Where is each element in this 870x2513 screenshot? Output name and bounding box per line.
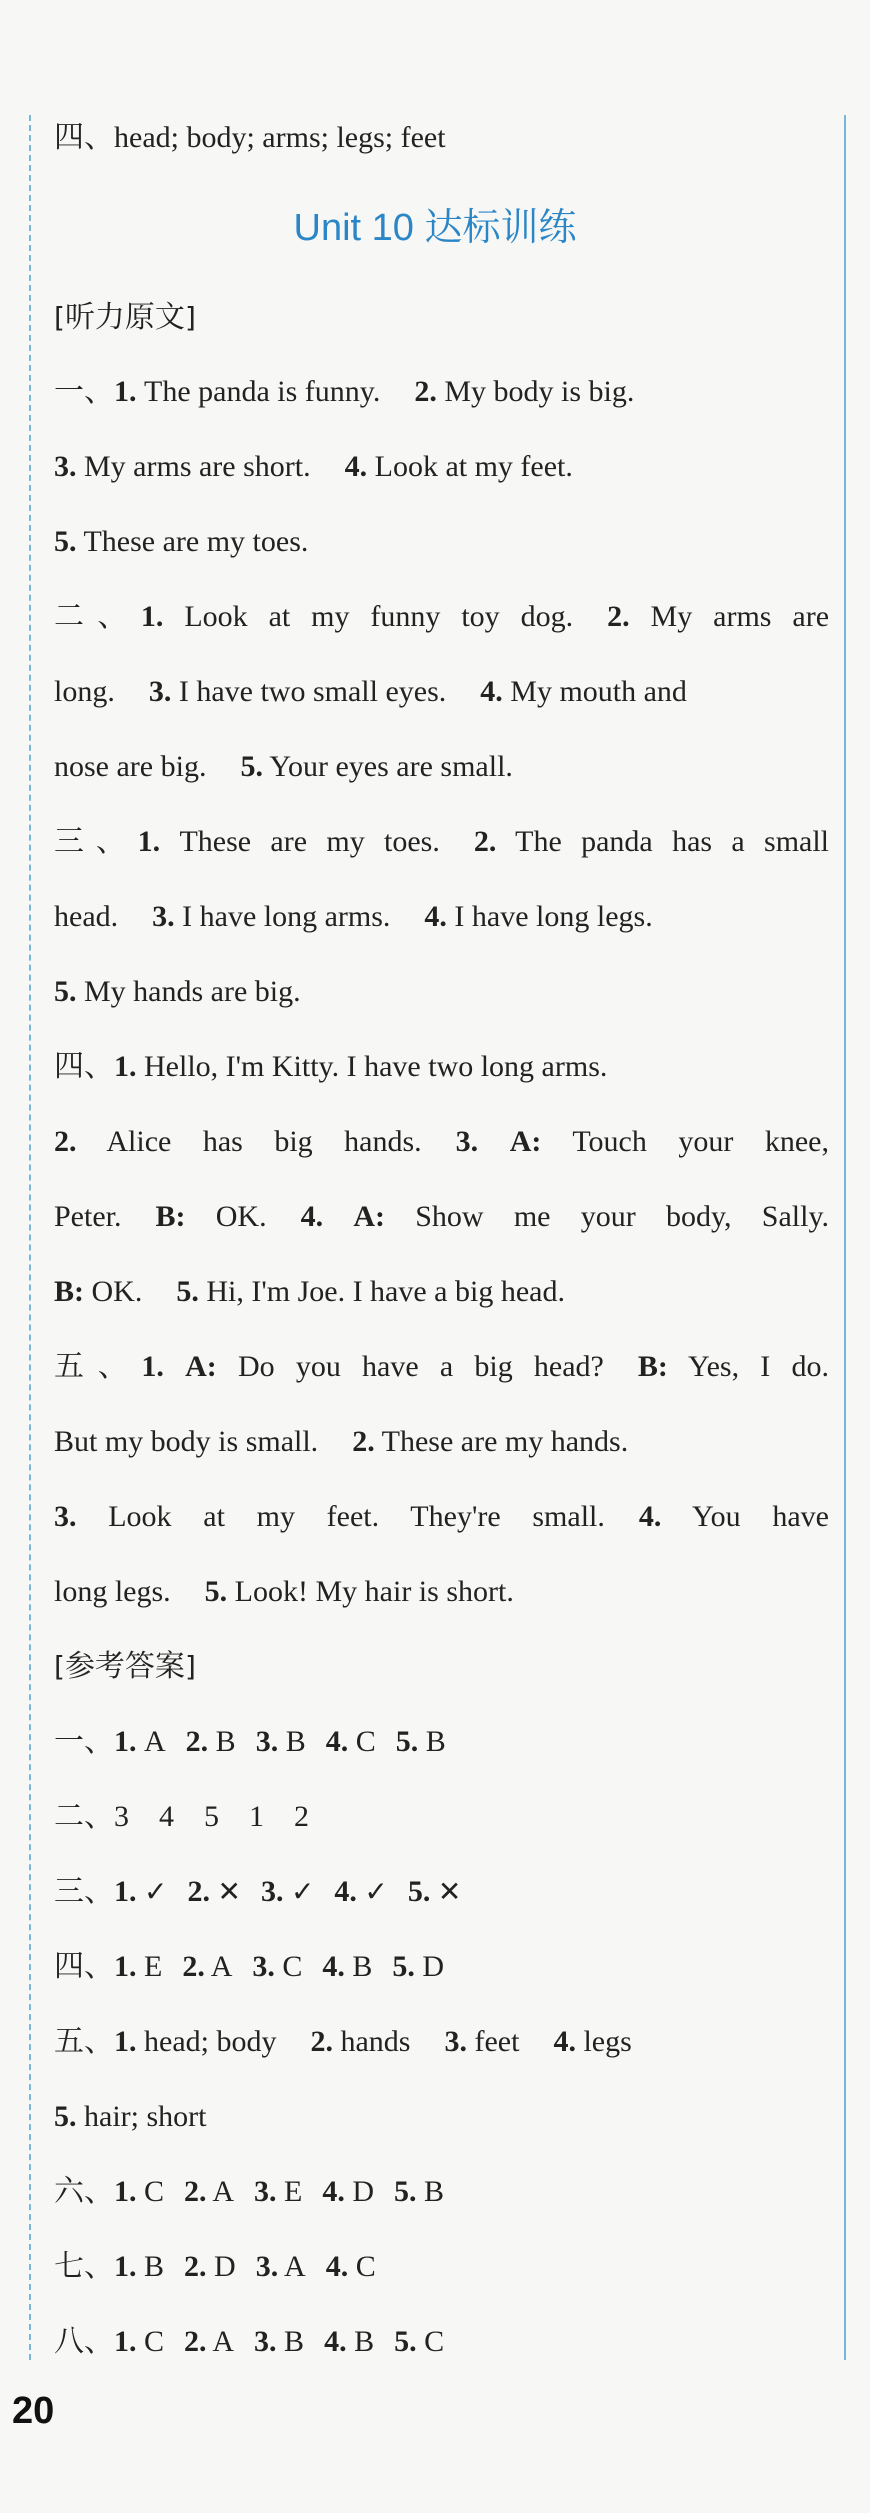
text-span: I have long legs. bbox=[454, 900, 653, 933]
text-span: 二、 bbox=[54, 1800, 114, 1833]
text-span: A bbox=[212, 2175, 235, 2208]
transcript-line bbox=[54, 447, 829, 487]
text-span: B: bbox=[54, 1275, 84, 1308]
section-label: 参考答案 bbox=[64, 1650, 185, 1683]
text-span: 4. bbox=[424, 900, 447, 933]
text-span: 5. bbox=[176, 1275, 199, 1308]
text-span: legs bbox=[583, 2025, 632, 2058]
text-span: feet bbox=[474, 2025, 520, 2058]
text-span: 4. bbox=[322, 1950, 345, 1983]
text-span: 四、 bbox=[54, 1950, 114, 1983]
transcript-line bbox=[54, 522, 829, 562]
right-margin-rule bbox=[844, 115, 846, 2360]
text-span: These are my toes. bbox=[179, 825, 440, 858]
text-span: 3. bbox=[148, 675, 172, 708]
text-span: B: bbox=[155, 1200, 186, 1233]
transcript-line bbox=[54, 1272, 829, 1312]
text-span: 3. bbox=[54, 1500, 77, 1533]
text-span: 七、 bbox=[54, 2250, 114, 2283]
text-span: A: bbox=[185, 1350, 217, 1383]
answer-row bbox=[54, 2322, 829, 2362]
text-span: 2. bbox=[607, 600, 630, 633]
listening-section-heading: [听力原文] bbox=[54, 301, 196, 334]
text-span: 1. bbox=[140, 600, 164, 633]
text-span: E bbox=[284, 2175, 303, 2208]
text-span: A bbox=[212, 2325, 235, 2358]
text-span: 2. bbox=[184, 2325, 207, 2358]
text-span: Alice has big hands. bbox=[106, 1125, 422, 1158]
text-span: C bbox=[355, 1725, 376, 1758]
text-span: 5. bbox=[407, 1875, 431, 1908]
text-span: A: bbox=[353, 1200, 385, 1233]
text-span: 1. bbox=[114, 375, 137, 408]
text-span: C bbox=[424, 2325, 445, 2358]
text-span: 二、 bbox=[54, 600, 141, 633]
text-span: nose are big. bbox=[54, 750, 207, 783]
text-span: The panda is funny. bbox=[144, 375, 381, 408]
text-span: 2. bbox=[352, 1425, 375, 1458]
text-span: 4. bbox=[638, 1500, 662, 1533]
answer-row bbox=[54, 2247, 829, 2287]
text-span: 2. bbox=[185, 1725, 209, 1758]
text-span: OK. bbox=[91, 1275, 143, 1308]
unit-title: Unit 10 达标训练 bbox=[293, 207, 577, 249]
transcript-line bbox=[54, 822, 829, 862]
text-span: 三、 bbox=[54, 1875, 114, 1908]
text-span: D bbox=[422, 1950, 445, 1983]
text-span: OK. bbox=[215, 1200, 267, 1233]
text-span: Look at my funny toy dog. bbox=[184, 600, 574, 633]
text-span: E bbox=[144, 1950, 163, 1983]
text-span: 1. bbox=[114, 1950, 137, 1983]
text-span: 5. bbox=[54, 2100, 77, 2133]
answer-row bbox=[54, 2172, 829, 2212]
text-span: D bbox=[214, 2250, 236, 2283]
text-span: A bbox=[210, 1950, 233, 1983]
answers-section-heading: [参考答案] bbox=[54, 1650, 196, 1683]
text-span: D bbox=[352, 2175, 375, 2208]
text-span: 1. bbox=[114, 2175, 137, 2208]
text-span: 3. bbox=[254, 2175, 277, 2208]
text-span: long. bbox=[54, 675, 115, 708]
cross-mark: ✕ bbox=[217, 1875, 241, 1908]
text-span: 3. bbox=[54, 450, 77, 483]
text-span: 2. bbox=[187, 1875, 210, 1908]
text-span: head; body bbox=[144, 2025, 277, 2058]
text-span: Yes, I do. bbox=[687, 1350, 829, 1383]
text-span: B: bbox=[637, 1350, 668, 1383]
text-span: 4. bbox=[322, 2175, 345, 2208]
text-span: 3. bbox=[255, 2250, 279, 2283]
page-number: 20 bbox=[12, 2390, 55, 2432]
text-span: long legs. bbox=[54, 1575, 171, 1608]
text-span: 1. bbox=[114, 2325, 137, 2358]
check-mark: ✓ bbox=[364, 1875, 388, 1908]
text-span: 5. bbox=[54, 975, 77, 1008]
text-span: hands bbox=[340, 2025, 411, 2058]
text-span: 五、 bbox=[54, 1350, 142, 1383]
text-span: 1. bbox=[114, 2025, 137, 2058]
text-span: My arms are short. bbox=[84, 450, 311, 483]
transcript-line bbox=[54, 597, 829, 637]
text-span: head. bbox=[54, 900, 119, 933]
text-span: 4. bbox=[344, 450, 368, 483]
text-span: 一、 bbox=[54, 1725, 114, 1758]
text-span: 3 4 5 1 2 bbox=[114, 1800, 309, 1833]
transcript-line bbox=[54, 1497, 829, 1537]
text-span: Your eyes are small. bbox=[269, 750, 513, 783]
transcript-line bbox=[54, 972, 829, 1012]
transcript-line bbox=[54, 1047, 829, 1087]
text-span: 2. bbox=[414, 375, 437, 408]
text-span: These are my hands. bbox=[381, 1425, 629, 1458]
text-span: B bbox=[352, 1950, 373, 1983]
text-span: My body is big. bbox=[444, 375, 635, 408]
text-span: Peter. bbox=[54, 1200, 122, 1233]
text-span: 4. bbox=[553, 2025, 576, 2058]
text-span: 3. bbox=[254, 2325, 277, 2358]
text-span: 三、 bbox=[54, 825, 138, 858]
text-span: hair; short bbox=[84, 2100, 207, 2133]
text-span: 3. bbox=[152, 900, 175, 933]
text-span: B bbox=[215, 1725, 236, 1758]
text-span: 八、 bbox=[54, 2325, 114, 2358]
text-span: 3. bbox=[444, 2025, 467, 2058]
transcript-line bbox=[54, 672, 829, 712]
text-span: Show me your body, Sally. bbox=[415, 1200, 830, 1233]
text-span: B bbox=[284, 2325, 305, 2358]
text-span: 2. bbox=[184, 2250, 207, 2283]
cross-mark: ✕ bbox=[437, 1875, 462, 1908]
text-span: 5. bbox=[54, 525, 77, 558]
text-span: 5. bbox=[392, 1950, 415, 1983]
text-span: 5. bbox=[394, 2325, 417, 2358]
text-span: I have long arms. bbox=[182, 900, 391, 933]
text-span: 4. bbox=[324, 2325, 347, 2358]
section-label: 听力原文 bbox=[64, 301, 185, 334]
text-span: Look at my feet. bbox=[374, 450, 573, 483]
text-span: 六、 bbox=[54, 2175, 114, 2208]
answer-row bbox=[54, 1872, 829, 1912]
text-span: Look! My hair is short. bbox=[234, 1575, 514, 1608]
text-span: B bbox=[144, 2250, 165, 2283]
check-mark: ✓ bbox=[144, 1875, 168, 1908]
text-span: B bbox=[285, 1725, 306, 1758]
text-span: 2. bbox=[182, 1950, 205, 1983]
previous-answer-line bbox=[54, 118, 829, 158]
text-span: 3. bbox=[252, 1950, 275, 1983]
text-span: C bbox=[144, 2175, 165, 2208]
text-span: Look at my feet. They're small. bbox=[108, 1500, 605, 1533]
check-mark: ✓ bbox=[290, 1875, 315, 1908]
text-span: B bbox=[424, 2175, 445, 2208]
text-span: 4. bbox=[334, 1875, 357, 1908]
transcript-line bbox=[54, 1347, 829, 1387]
text-span: C bbox=[355, 2250, 376, 2283]
text-span: C bbox=[144, 2325, 165, 2358]
text-span: 4. bbox=[300, 1200, 324, 1233]
text-span: 3. bbox=[455, 1125, 479, 1158]
text-span: You have bbox=[691, 1500, 829, 1533]
text-span: Hi, I'm Joe. I have a big head. bbox=[206, 1275, 565, 1308]
text-span: My hands are big. bbox=[84, 975, 301, 1008]
transcript-line bbox=[54, 747, 829, 787]
text-span: My mouth and bbox=[510, 675, 687, 708]
answer-row bbox=[54, 2022, 829, 2062]
text-span: The panda has a small bbox=[515, 825, 830, 858]
transcript-line bbox=[54, 1122, 829, 1162]
text-span: 5. bbox=[394, 2175, 417, 2208]
text-span: 5. bbox=[240, 750, 263, 783]
text-span: 1. bbox=[114, 1875, 137, 1908]
answer-row bbox=[54, 1947, 829, 1987]
text-span: 1. bbox=[137, 825, 161, 858]
text-span: These are my toes. bbox=[83, 525, 309, 558]
text-span: 4. bbox=[480, 675, 503, 708]
text-span: B bbox=[354, 2325, 375, 2358]
text-span: 5. bbox=[395, 1725, 419, 1758]
text-span: 2. bbox=[310, 2025, 333, 2058]
text-span: My arms are bbox=[650, 600, 830, 633]
answer-row bbox=[54, 1722, 829, 1762]
text-span: 1. bbox=[114, 1050, 137, 1083]
text-span: B bbox=[425, 1725, 446, 1758]
text-span: 2. bbox=[473, 825, 497, 858]
text-span: 四、 bbox=[54, 1050, 114, 1083]
text-span: 五、 bbox=[54, 2025, 114, 2058]
text-span: 5. bbox=[204, 1575, 228, 1608]
answer-row bbox=[54, 1797, 829, 1837]
text-span: Do you have a big head? bbox=[237, 1350, 604, 1383]
text-span: 1. bbox=[114, 2250, 137, 2283]
text-span: Hello, I'm Kitty. I have two long arms. bbox=[144, 1050, 608, 1083]
text-span: 3. bbox=[255, 1725, 279, 1758]
text-span: A bbox=[144, 1725, 166, 1758]
text-span: 3. bbox=[260, 1875, 284, 1908]
left-margin-rule bbox=[29, 115, 31, 2360]
text-span: 2. bbox=[184, 2175, 207, 2208]
text-span: 1. bbox=[141, 1350, 164, 1383]
line-prefix: 四、 bbox=[54, 121, 114, 154]
text-span: 1. bbox=[114, 1725, 137, 1758]
line-text: head; body; arms; legs; feet bbox=[114, 121, 446, 154]
text-span: 4. bbox=[325, 1725, 349, 1758]
text-span: 4. bbox=[325, 2250, 349, 2283]
text-span: But my body is small. bbox=[54, 1425, 319, 1458]
transcript-line bbox=[54, 897, 829, 937]
text-span: Touch your knee, bbox=[572, 1125, 829, 1158]
text-span: 一、 bbox=[54, 375, 114, 408]
text-span: A: bbox=[509, 1125, 542, 1158]
text-span: A bbox=[284, 2250, 306, 2283]
transcript-line bbox=[54, 1422, 829, 1462]
transcript-line bbox=[54, 372, 829, 412]
text-span: I have two small eyes. bbox=[178, 675, 447, 708]
answer-row bbox=[54, 2097, 829, 2137]
text-span: 2. bbox=[54, 1125, 77, 1158]
transcript-line bbox=[54, 1197, 829, 1237]
transcript-line bbox=[54, 1572, 829, 1612]
text-span: C bbox=[282, 1950, 303, 1983]
